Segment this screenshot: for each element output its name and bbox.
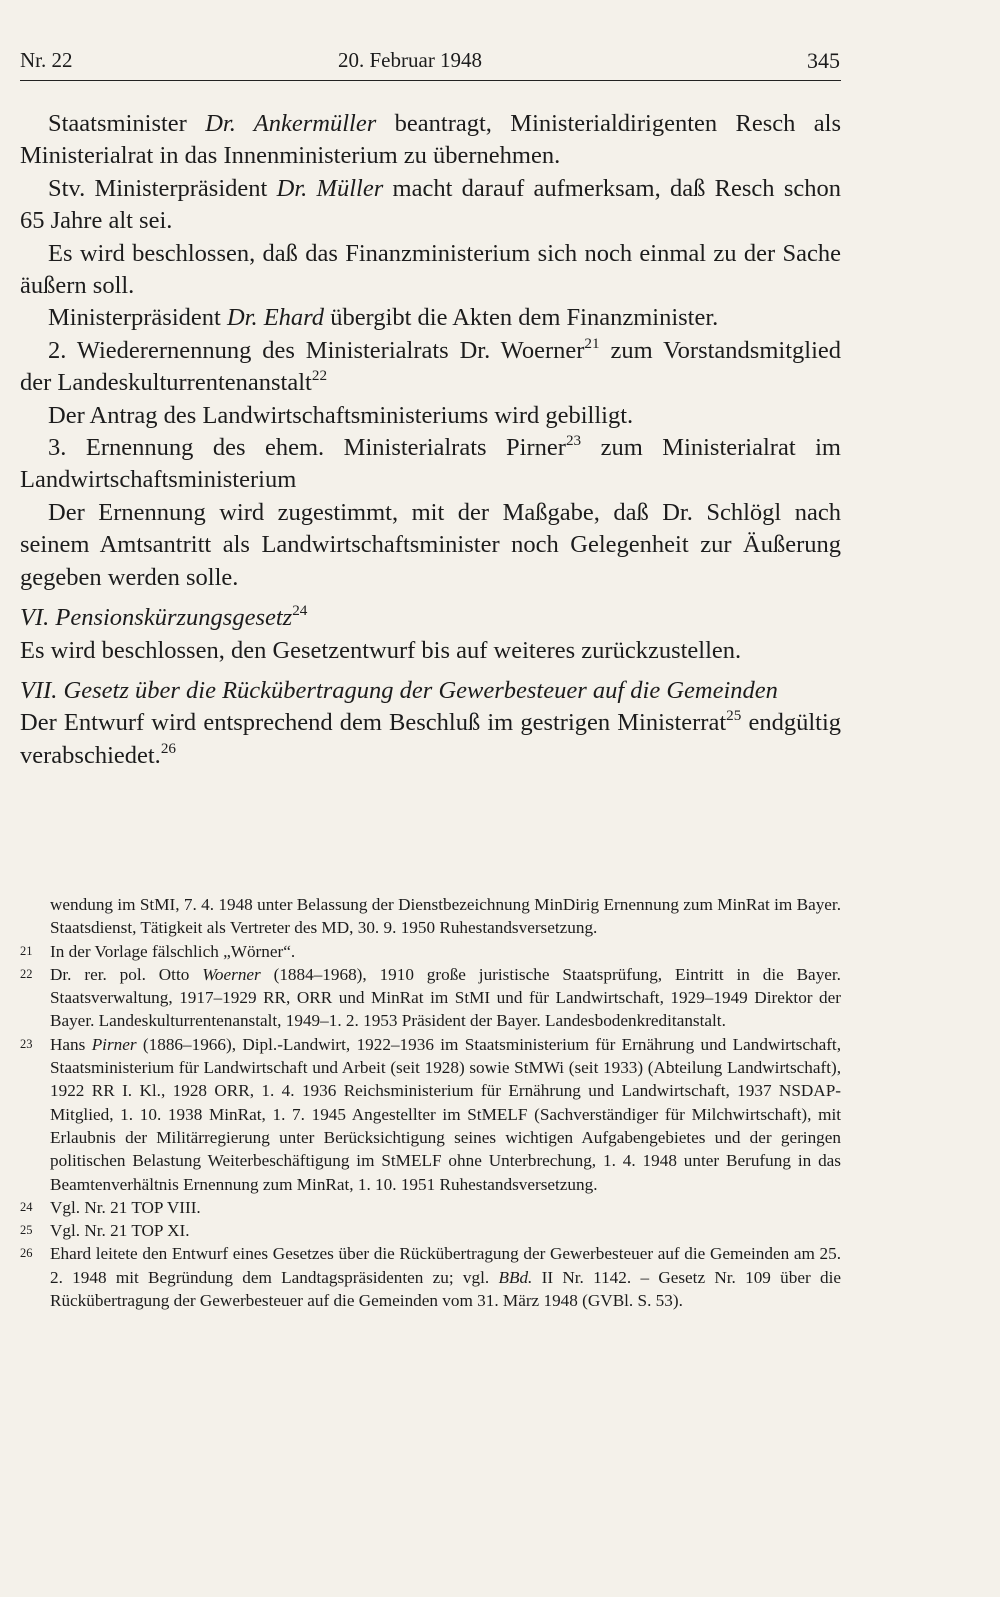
person-name: Dr. Ehard <box>226 304 325 332</box>
footnote-text: In der Vorlage fälschlich „Wörner“. <box>50 941 296 961</box>
footnote-number: 25 <box>20 1223 33 1238</box>
text-run: übergibt die Akten dem Finanzminister. <box>324 304 719 332</box>
footnote-text: Hans <box>50 1034 92 1054</box>
footnote-23 <box>20 1033 841 1196</box>
footnote-text: Ehard leitete den Entwurf eines Gesetzes über die Rückübertragung der Gewerbesteuer auf die Gemeinden am 25. 2. 1948 mit Begründung dem Landtagspräsidenten zu; vgl. <box>50 1244 841 1287</box>
paragraph-ehard <box>20 302 841 334</box>
paragraph-mueller <box>20 173 841 238</box>
paragraph-schloegl: Der Ernennung wird zugestimmt, mit der Maßgabe, daß Dr. Schlögl nach seinem Amtsantritt als Landwirtschaftsminister noch Gelegenheit zur Äußerung gegeben werden solle. <box>20 498 841 591</box>
item-2-woerner <box>20 335 841 400</box>
footnote-text: Vgl. Nr. 21 TOP XI. <box>50 1221 190 1241</box>
paragraph-approval: Der Antrag des Landwirtschaftsministeriums wird gebilligt. <box>48 401 634 429</box>
footnote-25 <box>20 1219 841 1242</box>
footnote-ref: 24 <box>292 602 308 620</box>
paragraph-ankermueller <box>20 108 841 173</box>
text-run: zum Ministerialrat im Landwirtschaftsministerium <box>20 434 841 494</box>
heading-text: VII. Gesetz über die Rückübertragung der Gewerbesteuer auf die Gemeinden <box>20 676 778 704</box>
item-3-pirner <box>20 432 841 497</box>
person-name: Dr. Müller <box>276 174 384 202</box>
footnote-text: (1886–1966), Dipl.-Landwirt, 1922–1936 im Staatsministerium für Ernährung und Landwirtschaft, Staatsministerium für Landwirtschaft und Arbeit (seit 1928) sowie StMWi (seit 1933) (Abteilung Landwirtschaft), 1922 RR I. Kl., 1928 ORR, 1. 4. 1936 Reichsministerium für Ernährung und Landwirtschaft, 1937 NSDAP-Mitglied, 1. 10. 1938 MinRat, 1. 7. 1945 Angestellter im StMELF (Sachverständiger für Milchwirtschaft), mit Erlaubnis der Militärregierung unter Berücksichtigung seines wichtigen Aufgabengebietes und der geringen politischen Belastung Weiterbeschäftigung im StMELF ohne Unterbrechung, 1. 4. 1948 unter Berufung in das Beamtenverhältnis Ernennung zum MinRat, 1. 10. 1951 Ruhestandsversetzung. <box>50 1034 842 1194</box>
page-number: 345 <box>807 48 840 73</box>
paragraph-vii-decision <box>20 707 841 772</box>
document-number: Nr. 22 <box>20 48 73 72</box>
person-name: Pirner <box>91 1034 137 1054</box>
footnote-text: Dr. rer. pol. Otto <box>50 964 203 984</box>
citation-reference: BBd. <box>498 1267 533 1287</box>
footnotes <box>20 893 841 1312</box>
person-name: Dr. Ankermüller <box>205 110 377 137</box>
footnote-number: 24 <box>20 1199 33 1214</box>
text-run: Ministerpräsident <box>48 304 227 332</box>
text-run: 3. Ernennung des ehem. Ministerialrats Pirner <box>48 434 566 462</box>
text-run: macht darauf aufmerksam, daß Resch schon 65 Jahre alt sei. <box>20 174 841 235</box>
text-run: zum Vorstandsmitglied der Landeskulturrentenanstalt <box>20 336 842 397</box>
footnote-text: II Nr. 1142. – Gesetz Nr. 109 über die Rückübertragung der Gewerbesteuer auf die Gemeinden vom 31. März 1948 (GVBl. S. 53). <box>50 1267 841 1311</box>
running-head <box>20 48 840 78</box>
text-run: endgültig verabschiedet. <box>20 709 842 769</box>
footnote-ref: 23 <box>565 432 582 450</box>
footnote-text: (1884–1968), 1910 große juristische Staatsprüfung, Eintritt in die Bayer. Staatsverwaltung, 1917–1929 RR, ORR und MinRat im StMI und für Landwirtschaft, 1929–1949 Direktor der Bayer. Landeskulturrentenanstalt, 1949–1. 2. 1953 Präsident der Bayer. Landesbodenkreditanstalt. <box>50 964 841 1031</box>
footnote-ref: 22 <box>311 367 328 385</box>
paragraph-decision-finance: Es wird beschlossen, daß das Finanzministerium sich noch einmal zu der Sache äußern soll. <box>20 239 841 300</box>
footnote-ref: 26 <box>160 739 176 757</box>
footnote-24 <box>20 1196 841 1219</box>
footnote-ref: 21 <box>584 334 600 352</box>
footnote-22 <box>20 963 841 1033</box>
header-rule <box>20 80 841 81</box>
text-run: Der Entwurf wird entsprechend dem Beschluß im gestrigen Ministerrat <box>20 709 727 737</box>
footnote-number: 22 <box>20 966 33 981</box>
footnote-continuation: wendung im StMI, 7. 4. 1948 unter Belassung der Dienstbezeichnung MinDirig Ernennung zum MinRat im Bayer. Staatsdienst, Tätigkeit als Vertreter des MD, 30. 9. 1950 Ruhestandsversetzung. <box>50 895 841 938</box>
footnote-26 <box>20 1242 841 1312</box>
text-run: beantragt, Ministerialdirigenten Resch als Ministerialrat in das Innenministerium zu übernehmen. <box>20 110 841 170</box>
footnote-21 <box>20 940 841 963</box>
footnote-number: 26 <box>20 1246 33 1261</box>
text-run: 2. Wiederernennung des Ministerialrats Dr. Woerner <box>48 336 585 364</box>
footnote-number: 21 <box>20 943 33 958</box>
footnote-number: 23 <box>20 1036 33 1051</box>
text-run: Staatsminister <box>48 110 206 137</box>
text-run: Stv. Ministerpräsident <box>48 174 277 202</box>
section-heading-vi <box>20 602 841 634</box>
person-name: Woerner <box>202 964 261 984</box>
section-heading-vii <box>20 675 841 707</box>
document-date: 20. Februar 1948 <box>338 48 483 72</box>
main-text <box>20 108 841 772</box>
footnote-text: Vgl. Nr. 21 TOP VIII. <box>50 1197 201 1217</box>
heading-text: VI. Pensionskürzungsgesetz <box>20 604 293 632</box>
footnote-ref: 25 <box>726 707 742 725</box>
paragraph-vi-decision: Es wird beschlossen, den Gesetzentwurf bis auf weiteres zurückzustellen. <box>20 636 742 664</box>
